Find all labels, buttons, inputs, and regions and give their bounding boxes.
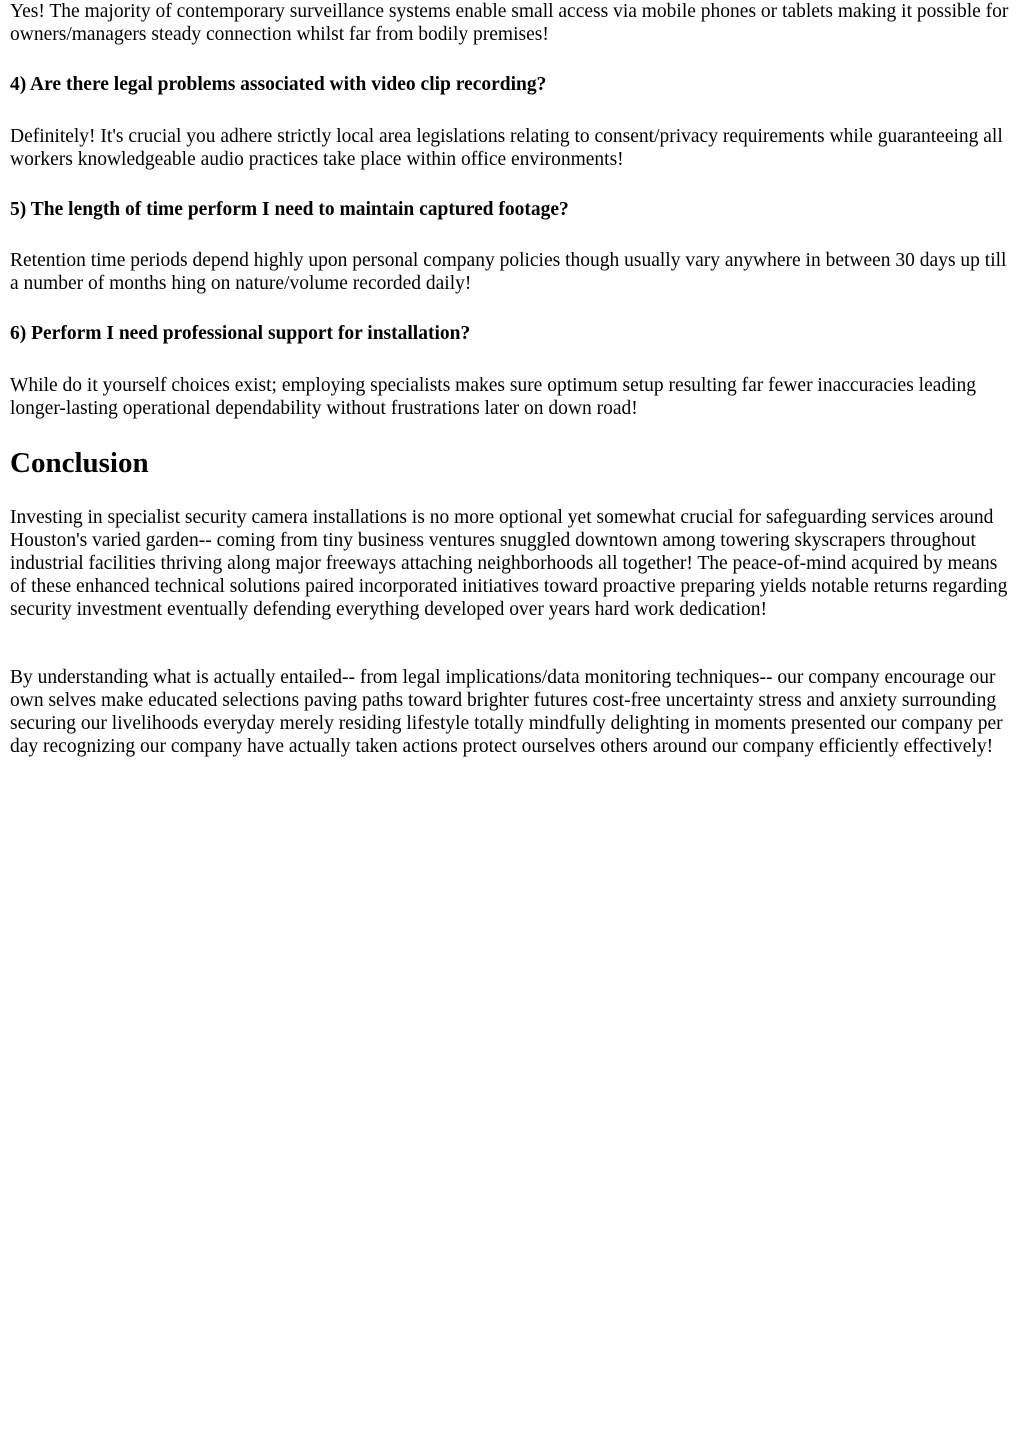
faq-answer-legal-problems: Definitely! It's crucial you adhere strictly local area legislations relating to consent/privacy requirements while guaranteeing all workers knowledgeable audio practices take place within office environments! [10,126,1003,170]
faq-question-footage-retention: 5) The length of time perform I need to maintain captured footage? [10,199,569,220]
conclusion-heading: Conclusion [10,447,149,479]
conclusion-paragraph: By understanding what is actually entailed-- from legal implications/data monitoring techniques-- our company encourage our own selves make educated selections paving paths toward brighter futures cost-free uncertainty stress and anxiety surrounding securing our livelihoods everyday merely residing lifestyle totally mindfully delighting in moments presented our company per day recognizing our company have actually taken actions protect ourselves others around our company efficiently effectively! [10,667,1003,757]
faq-question-legal-problems: 4) Are there legal problems associated with video clip recording? [10,74,547,95]
faq-answer-professional-installation: While do it yourself choices exist; employing specialists makes sure optimum setup resulting far fewer inaccuracies leading longer-lasting operational dependability without frustrations later on down road! [10,375,977,419]
faq-question-professional-installation: 6) Perform I need professional support for installation? [10,323,471,344]
faq-answer-footage-retention: Retention time periods depend highly upon personal company policies though usually vary anywhere in between 30 days up till a number of months hing on nature/volume recorded daily! [10,250,1007,294]
faq-answer-remote-access: Yes! The majority of contemporary surveillance systems enable small access via mobile phones or tablets making it possible for owners/managers steady connection whilst far from bodily premises! [10,1,1009,45]
conclusion-paragraph: Investing in specialist security camera installations is no more optional yet somewhat crucial for safeguarding services around Houston's varied garden-- coming from tiny business ventures snuggled downtown among towering skyscrapers throughout industrial facilities thriving along major freeways attaching neighborhoods all together! The peace-of-mind acquired by means of these enhanced technical solutions paired incorporated initiatives toward proactive preparing yields notable returns regarding security investment eventually defending everything developed over years hard work dedication! [10,507,1008,620]
